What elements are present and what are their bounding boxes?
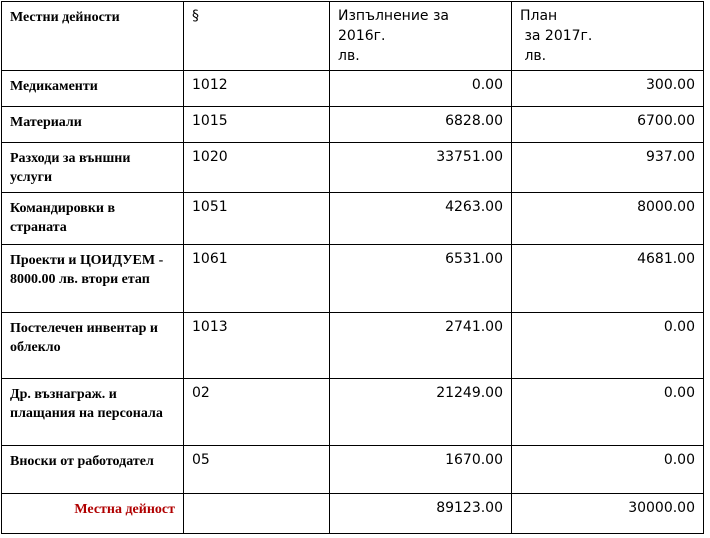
total-row [2,494,704,534]
row-code: 05 [184,446,330,494]
table-row [2,313,704,379]
row-actual: 0.00 [330,71,512,107]
row-name: Медикаменти [2,71,184,107]
row-name: Разходи за външни услуги [2,143,184,193]
row-name: Проекти и ЦОИДУЕМ - 8000.00 лв. втори етап [2,245,184,313]
row-plan: 0.00 [512,379,704,446]
row-plan: 300.00 [512,71,704,107]
header-actual-line: Изпълнение за [338,8,450,24]
row-code: 1012 [184,71,330,107]
header-plan-line: лв. [520,48,547,64]
row-plan: 6700.00 [512,107,704,143]
row-code: 1020 [184,143,330,193]
row-plan: 937.00 [512,143,704,193]
header-plan-line: за 2017г. [520,28,593,44]
row-actual: 21249.00 [330,379,512,446]
row-name: Материали [2,107,184,143]
row-actual: 4263.00 [330,193,512,245]
total-label: Местна дейност [2,494,184,534]
row-code: 02 [184,379,330,446]
header-actual-line: 2016г. [338,28,386,44]
row-code: 1051 [184,193,330,245]
table-row [2,446,704,494]
total-actual: 89123.00 [330,494,512,534]
row-name: Др. възнаграж. и плащания на персонала [2,379,184,446]
total-code [184,494,330,534]
header-plan-2017 [512,2,704,71]
row-actual: 6531.00 [330,245,512,313]
header-activities: Местни дейности [2,2,184,71]
row-name: Постелечен инвентар и облекло [2,313,184,379]
header-actual-2016 [330,2,512,71]
row-code: 1013 [184,313,330,379]
header-section: § [184,2,330,71]
table-row [2,107,704,143]
row-plan: 0.00 [512,446,704,494]
header-plan-line: План [520,8,558,24]
table-row [2,379,704,446]
row-code: 1061 [184,245,330,313]
row-actual: 6828.00 [330,107,512,143]
budget-table [1,1,704,534]
row-plan: 4681.00 [512,245,704,313]
row-actual: 2741.00 [330,313,512,379]
row-plan: 8000.00 [512,193,704,245]
row-name: Командировки в страната [2,193,184,245]
row-plan: 0.00 [512,313,704,379]
table-row [2,71,704,107]
row-actual: 1670.00 [330,446,512,494]
row-code: 1015 [184,107,330,143]
row-name: Вноски от работодател [2,446,184,494]
row-actual: 33751.00 [330,143,512,193]
table-row [2,245,704,313]
table-header-row [2,2,704,71]
table-row [2,193,704,245]
total-plan: 30000.00 [512,494,704,534]
table-row [2,143,704,193]
header-actual-line: лв. [338,48,360,64]
